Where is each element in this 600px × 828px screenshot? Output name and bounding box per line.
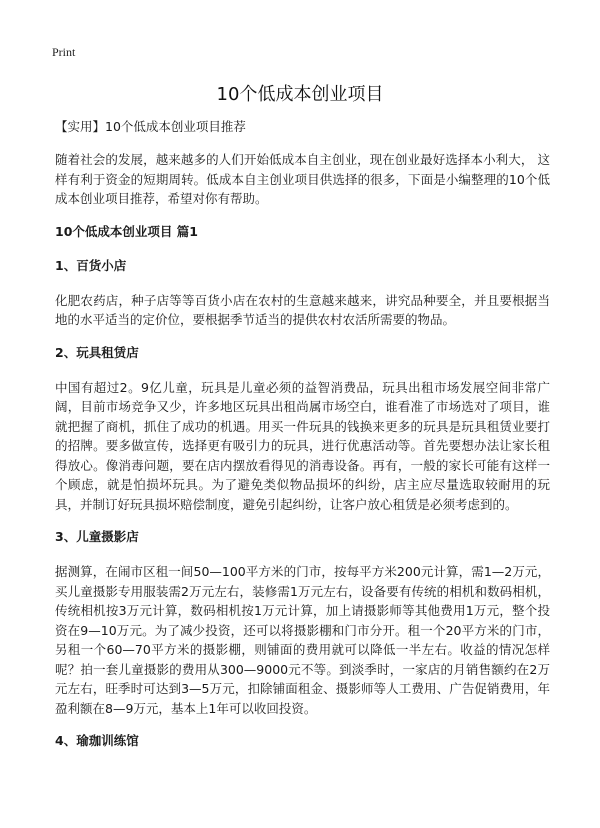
document-subtitle: 【实用】10个低成本创业项目推荐 bbox=[55, 119, 246, 134]
section-heading-4: 4、瑜珈训练馆 bbox=[55, 733, 139, 748]
section-body-1: 化肥农药店，种子店等等百货小店在农村的生意越来越来，讲究品种要全，并且要根据当地的水平适当的定价位，要根据季节适当的提供农村农活所需要的物品。 bbox=[55, 292, 550, 327]
document-title: 10个低成本创业项目 bbox=[216, 84, 384, 105]
section-body-3: 据测算，在闹市区租一间50—100平方米的门市，按每平方米200元计算，需1—2万元，买儿童摄影专用服装需2万元左右，装修需1万元左右，设备要有传统的相机和数码相机，传统相机按3万元计算，数码相机按1万元计算，加上请摄影师等其他费用1万元，整个投资在9—10万元。为了减少投资，还可以将摄影棚和门市分开。租一个20平方米的门市，另租一个60—70平方米的摄影棚，则铺面的费用就可以降低一半左右。收益的情况怎样呢？拍一套儿童摄影的费用从300—9000元不等。到淡季时，一家店的月销售额约在2万元左右，旺季时可达到3—5万元，扣除铺面租金、摄影师等人工费用、广告促销费用，年盈利额在8—9万元，基本上1年可以收回投资。 bbox=[55, 564, 550, 716]
document-body bbox=[55, 118, 550, 766]
section-heading-2: 2、玩具租赁店 bbox=[55, 344, 139, 360]
section-body-2: 中国有超过2。9亿儿童，玩具是儿童必须的益智消费品，玩具出租市场发展空间非常广阔，目前市场竞争又少，许多地区玩具出租尚属市场空白，谁看准了市场选对了项目，谁就把握了商机，抓住了成功的机遇。用买一件玩具的钱换来更多的玩具是玩具租赁业要打的招牌。要多做宣传，选择更有吸引力的玩具，进行优惠活动等。首先要想办法让家长租得放心。像消毒问题，要在店内摆放看得见的消毒设备。再有，一般的家长可能有这样一个顾虑，就是怕损坏玩具。为了避免类似物品损坏的纠纷，店主应尽量选取较耐用的玩具，并制订好玩具损坏赔偿制度，避免引起纠纷，让客户放心租赁是必须考虑到的。 bbox=[55, 379, 550, 512]
section-heading-1: 1、百货小店 bbox=[55, 257, 127, 273]
section-heading-3: 3、儿童摄影店 bbox=[55, 529, 139, 544]
print-label: Print bbox=[52, 45, 76, 59]
intro-paragraph: 随着社会的发展，越来越多的人们开始低成本自主创业，现在创业最好选择本小利大， 这样有利于资金的短期周转。低成本自主创业项目供选择的很多，下面是小编整理的10个低成本创业项目推荐，希望对你有帮助。 bbox=[55, 152, 550, 206]
article-heading: 10个低成本创业项目 篇1 bbox=[55, 223, 198, 239]
